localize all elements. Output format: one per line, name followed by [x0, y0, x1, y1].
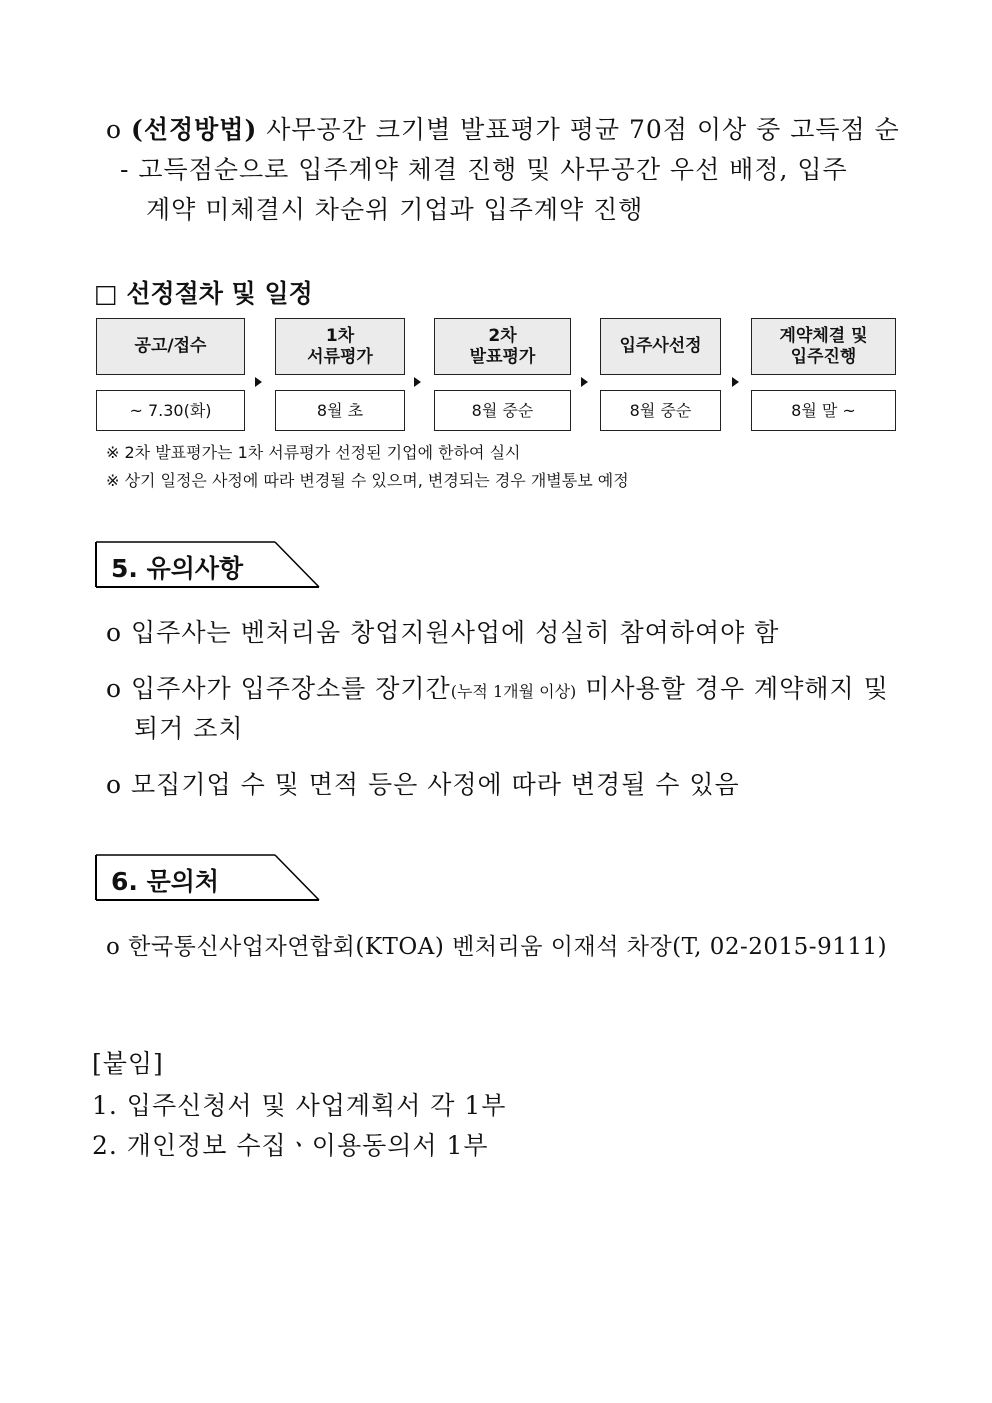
step-1-date-text: ~ 7.30(화)	[129, 401, 212, 420]
selection-method-line	[106, 115, 900, 145]
step-3-label-line1: 2차	[488, 325, 517, 346]
section-5-item-1-text: 입주사는 벤처리움 창업지원사업에 성실히 참여하여야 함	[131, 618, 780, 647]
step-2-label-line1: 1차	[325, 325, 355, 346]
step-1-box	[96, 318, 245, 375]
bullet: o	[106, 618, 123, 647]
step-3-date	[434, 390, 571, 431]
step-5-label-line2: 입주진행	[790, 346, 857, 367]
step-4-box	[600, 318, 721, 375]
step-2-date	[275, 390, 405, 431]
bullet: o	[106, 934, 121, 960]
step-4-label: 입주사선정	[619, 336, 702, 356]
section-6-contact	[106, 932, 887, 962]
section-5-item-3	[106, 770, 740, 800]
step-4-date	[600, 390, 721, 431]
step-5-box	[751, 318, 896, 375]
procedure-note-2: ※ 상기 일정은 사정에 따라 변경될 수 있으며, 변경되는 경우 개별통보 예정	[106, 471, 629, 490]
contact-text: 한국통신사업자연합회(KTOA) 벤처리움 이재석 차장(T, 02-2015-9111)	[128, 934, 888, 960]
section-6-heading-box	[95, 854, 321, 901]
step-2-date-text: 8월 초	[316, 401, 364, 420]
selection-method-sub-line2: 계약 미체결시 차순위 기업과 입주계약 진행	[146, 195, 644, 224]
section-5-item-2-line2: 퇴거 조치	[134, 714, 244, 743]
procedure-title: 선정절차 및 일정	[126, 279, 313, 308]
checkbox-icon: □	[94, 279, 118, 308]
section-5-item-2	[106, 674, 889, 707]
step-5-date	[751, 390, 896, 431]
step-2-label-line2: 서류평가	[307, 346, 373, 367]
step-5-label-line1: 계약체결 및	[779, 325, 868, 346]
section-5-item-2-text-b: 미사용할 경우 계약해지 및	[576, 674, 889, 703]
section-5-item-2-text-a: 입주사가 입주장소를 장기간	[131, 674, 451, 703]
bullet: o	[106, 115, 123, 144]
section-5-heading-box	[95, 541, 321, 588]
step-1-label: 공고/접수	[134, 336, 207, 356]
step-1-date	[96, 390, 245, 431]
section-5-item-2-text-small: (누적 1개월 이상)	[450, 682, 577, 701]
arrow-right-icon	[255, 377, 262, 387]
selection-method-text: 사무공간 크기별 발표평가 평균 70점 이상 중 고득점 순	[266, 115, 900, 144]
arrow-right-icon	[581, 377, 588, 387]
section-5-item-3-text: 모집기업 수 및 면적 등은 사정에 따라 변경될 수 있음	[131, 770, 740, 799]
step-2-box	[275, 318, 405, 375]
arrow-right-icon	[732, 377, 739, 387]
attachment-item-1: 1. 입주신청서 및 사업계획서 각 1부	[92, 1091, 507, 1120]
step-4-date-text: 8월 중순	[629, 401, 692, 420]
bullet: o	[106, 770, 123, 799]
section-5-item-1	[106, 618, 779, 648]
step-5-date-text: 8월 말 ~	[791, 401, 856, 420]
step-3-label-line2: 발표평가	[469, 346, 536, 367]
selection-method-label: (선정방법)	[131, 115, 258, 144]
step-3-date-text: 8월 중순	[471, 401, 534, 420]
section-6-title: 6. 문의처	[111, 867, 220, 896]
bullet: o	[106, 674, 123, 703]
selection-method-sub-line1: - 고득점순으로 입주계약 체결 진행 및 사무공간 우선 배정, 입주	[120, 155, 848, 184]
arrow-right-icon	[414, 377, 421, 387]
attachment-item-2: 2. 개인정보 수집ㆍ이용동의서 1부	[92, 1131, 489, 1160]
step-3-box	[434, 318, 571, 375]
section-5-title: 5. 유의사항	[111, 554, 244, 583]
procedure-note-1: ※ 2차 발표평가는 1차 서류평가 선정된 기업에 한하여 실시	[106, 443, 521, 462]
attachments-header: [붙임]	[92, 1049, 164, 1078]
procedure-heading	[94, 274, 313, 310]
